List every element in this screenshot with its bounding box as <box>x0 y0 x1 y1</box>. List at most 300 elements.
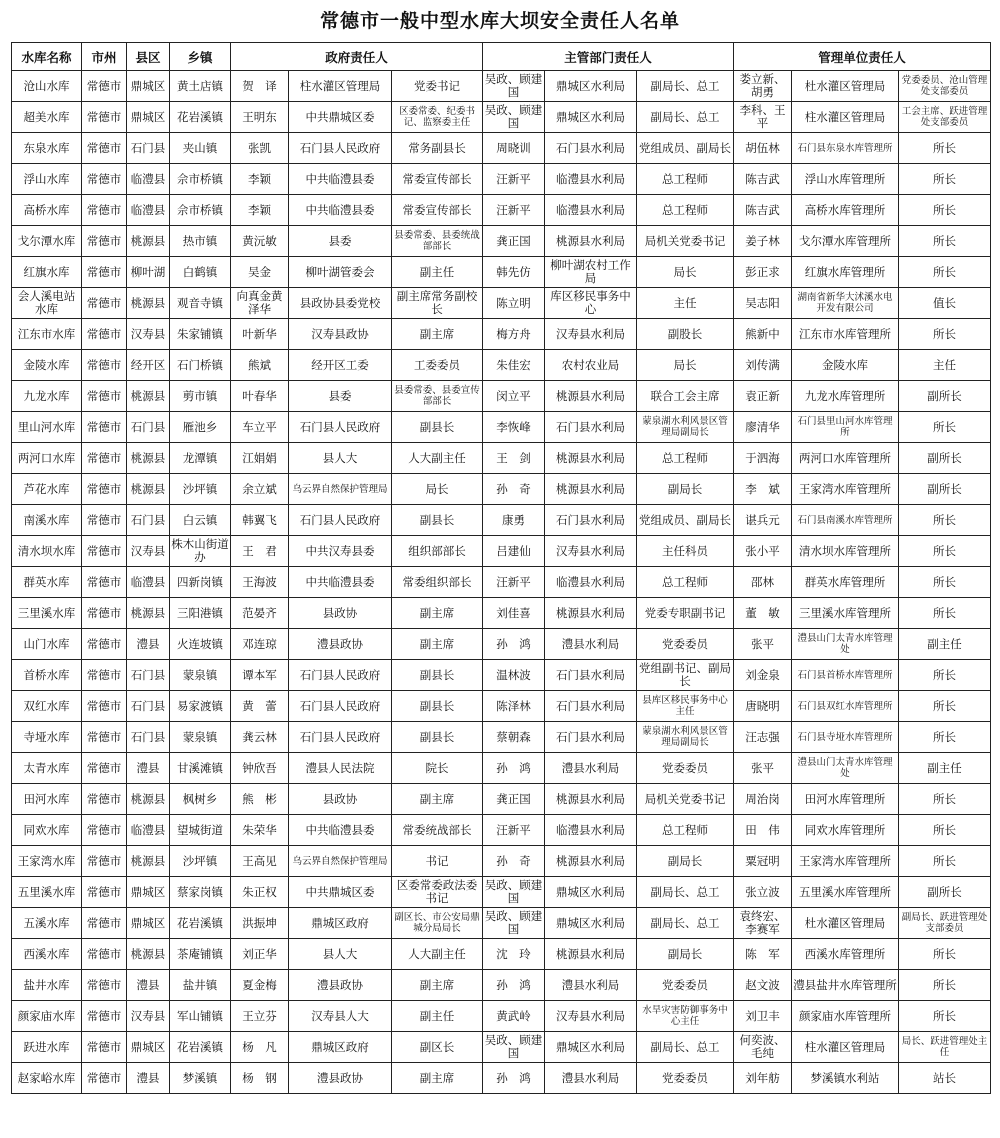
dept-person-cell: 闵立平 <box>483 381 545 412</box>
dept-unit-cell: 鼎城区水利局 <box>545 877 637 908</box>
county-cell: 桃源县 <box>127 598 170 629</box>
reservoir-name-cell: 跃进水库 <box>12 1032 82 1063</box>
mgmt-title-cell: 所长 <box>899 846 991 877</box>
gov-unit-cell: 中共临澧县委 <box>289 164 392 195</box>
header-town: 乡镇 <box>170 43 231 71</box>
dept-person-cell: 孙 鸿 <box>483 1063 545 1094</box>
dept-unit-cell: 汉寿县水利局 <box>545 319 637 350</box>
mgmt-title-cell: 所长 <box>899 319 991 350</box>
table-row <box>12 753 991 784</box>
town-cell: 火连坡镇 <box>170 629 231 660</box>
mgmt-person-cell: 张平 <box>734 753 792 784</box>
dept-person-cell: 汪新平 <box>483 164 545 195</box>
reservoir-name-cell: 芦花水库 <box>12 474 82 505</box>
mgmt-person-cell: 陈吉武 <box>734 195 792 226</box>
table-row <box>12 629 991 660</box>
mgmt-unit-cell: 柱水灌区管理局 <box>792 102 899 133</box>
town-cell: 佘市桥镇 <box>170 195 231 226</box>
gov-unit-cell: 中共汉寿县委 <box>289 536 392 567</box>
gov-person-cell: 龚云林 <box>231 722 289 753</box>
dept-person-cell: 陈泽林 <box>483 691 545 722</box>
mgmt-person-cell: 张立波 <box>734 877 792 908</box>
gov-unit-cell: 中共鼎城区委 <box>289 877 392 908</box>
mgmt-title-cell: 所长 <box>899 784 991 815</box>
gov-person-cell: 王高见 <box>231 846 289 877</box>
county-cell: 桃源县 <box>127 474 170 505</box>
gov-person-cell: 朱正权 <box>231 877 289 908</box>
reservoir-table <box>11 42 991 1094</box>
gov-person-cell: 王明东 <box>231 102 289 133</box>
gov-unit-cell: 县人大 <box>289 939 392 970</box>
mgmt-unit-cell: 戈尔潭水库管理所 <box>792 226 899 257</box>
reservoir-name-cell: 江东市水库 <box>12 319 82 350</box>
mgmt-unit-cell: 澧县盐井水库管理所 <box>792 970 899 1001</box>
gov-title-cell: 副主席 <box>392 970 483 1001</box>
gov-person-cell: 杨 钢 <box>231 1063 289 1094</box>
reservoir-name-cell: 群英水库 <box>12 567 82 598</box>
dept-title-cell: 副局长 <box>637 846 734 877</box>
mgmt-title-cell: 党委委员、沧山管理处支部委员 <box>899 71 991 102</box>
gov-title-cell: 副县长 <box>392 722 483 753</box>
town-cell: 龙潭镇 <box>170 443 231 474</box>
county-cell: 鼎城区 <box>127 908 170 939</box>
gov-person-cell: 王立芬 <box>231 1001 289 1032</box>
mgmt-title-cell: 副主任 <box>899 629 991 660</box>
mgmt-person-cell: 袁正新 <box>734 381 792 412</box>
mgmt-unit-cell: 浮山水库管理所 <box>792 164 899 195</box>
dept-unit-cell: 澧县水利局 <box>545 753 637 784</box>
mgmt-title-cell: 所长 <box>899 195 991 226</box>
table-row <box>12 133 991 164</box>
county-cell: 澧县 <box>127 629 170 660</box>
table-row <box>12 381 991 412</box>
gov-person-cell: 余立斌 <box>231 474 289 505</box>
county-cell: 汉寿县 <box>127 1001 170 1032</box>
reservoir-name-cell: 两河口水库 <box>12 443 82 474</box>
mgmt-title-cell: 副局长、跃进管理处支部委员 <box>899 908 991 939</box>
gov-title-cell: 副主席常务副校长 <box>392 288 483 319</box>
mgmt-person-cell: 田 伟 <box>734 815 792 846</box>
county-cell: 桃源县 <box>127 939 170 970</box>
mgmt-title-cell: 主任 <box>899 350 991 381</box>
county-cell: 桃源县 <box>127 443 170 474</box>
table-row <box>12 474 991 505</box>
town-cell: 梦溪镇 <box>170 1063 231 1094</box>
dept-person-cell: 李恢峰 <box>483 412 545 443</box>
gov-title-cell: 常委统战部长 <box>392 815 483 846</box>
city-cell: 常德市 <box>82 691 127 722</box>
city-cell: 常德市 <box>82 288 127 319</box>
dept-unit-cell: 农村农业局 <box>545 350 637 381</box>
city-cell: 常德市 <box>82 226 127 257</box>
header-department: 主管部门责任人 <box>483 43 734 71</box>
town-cell: 花岩溪镇 <box>170 908 231 939</box>
dept-unit-cell: 石门县水利局 <box>545 133 637 164</box>
gov-unit-cell: 柳叶湖管委会 <box>289 257 392 288</box>
gov-person-cell: 王 君 <box>231 536 289 567</box>
dept-title-cell: 总工程师 <box>637 815 734 846</box>
dept-title-cell: 县库区移民事务中心主任 <box>637 691 734 722</box>
mgmt-title-cell: 所长 <box>899 567 991 598</box>
reservoir-name-cell: 红旗水库 <box>12 257 82 288</box>
gov-title-cell: 县委常委、县委宣传部部长 <box>392 381 483 412</box>
reservoir-name-cell: 会人溪电站水库 <box>12 288 82 319</box>
gov-title-cell: 副主任 <box>392 1001 483 1032</box>
gov-unit-cell: 石门县人民政府 <box>289 660 392 691</box>
dept-unit-cell: 鼎城区水利局 <box>545 102 637 133</box>
header-management: 管理单位责任人 <box>734 43 991 71</box>
mgmt-person-cell: 汪志强 <box>734 722 792 753</box>
county-cell: 经开区 <box>127 350 170 381</box>
reservoir-name-cell: 山门水库 <box>12 629 82 660</box>
dept-title-cell: 党组副书记、副局长 <box>637 660 734 691</box>
mgmt-unit-cell: 杜水灌区管理局 <box>792 71 899 102</box>
table-row <box>12 536 991 567</box>
mgmt-person-cell: 娄立新、胡勇 <box>734 71 792 102</box>
dept-person-cell: 孙 奇 <box>483 846 545 877</box>
mgmt-person-cell: 粟冠明 <box>734 846 792 877</box>
town-cell: 热市镇 <box>170 226 231 257</box>
gov-title-cell: 常委组织部长 <box>392 567 483 598</box>
city-cell: 常德市 <box>82 257 127 288</box>
gov-person-cell: 王海波 <box>231 567 289 598</box>
dept-person-cell: 吴政、顾建国 <box>483 71 545 102</box>
mgmt-title-cell: 所长 <box>899 257 991 288</box>
gov-unit-cell: 乌云界自然保护管理局 <box>289 846 392 877</box>
gov-unit-cell: 县政协县委党校 <box>289 288 392 319</box>
reservoir-name-cell: 双红水库 <box>12 691 82 722</box>
mgmt-unit-cell: 西溪水库管理所 <box>792 939 899 970</box>
county-cell: 石门县 <box>127 133 170 164</box>
dept-person-cell: 周晓训 <box>483 133 545 164</box>
dept-person-cell: 孙 奇 <box>483 474 545 505</box>
town-cell: 甘溪滩镇 <box>170 753 231 784</box>
county-cell: 鼎城区 <box>127 102 170 133</box>
town-cell: 四新岗镇 <box>170 567 231 598</box>
gov-title-cell: 工委委员 <box>392 350 483 381</box>
gov-title-cell: 副主席 <box>392 598 483 629</box>
town-cell: 枫树乡 <box>170 784 231 815</box>
dept-person-cell: 孙 鸿 <box>483 970 545 1001</box>
gov-unit-cell: 经开区工委 <box>289 350 392 381</box>
dept-unit-cell: 石门县水利局 <box>545 722 637 753</box>
city-cell: 常德市 <box>82 381 127 412</box>
dept-title-cell: 水旱灾害防御事务中心主任 <box>637 1001 734 1032</box>
dept-title-cell: 蒙泉湖水利风景区管理局副局长 <box>637 412 734 443</box>
mgmt-unit-cell: 杜水灌区管理局 <box>792 908 899 939</box>
county-cell: 石门县 <box>127 412 170 443</box>
mgmt-title-cell: 所长 <box>899 505 991 536</box>
reservoir-name-cell: 九龙水库 <box>12 381 82 412</box>
city-cell: 常德市 <box>82 908 127 939</box>
gov-person-cell: 熊 彬 <box>231 784 289 815</box>
mgmt-title-cell: 副所长 <box>899 381 991 412</box>
city-cell: 常德市 <box>82 474 127 505</box>
dept-title-cell: 副股长 <box>637 319 734 350</box>
reservoir-name-cell: 清水坝水库 <box>12 536 82 567</box>
table-row <box>12 319 991 350</box>
table-row <box>12 226 991 257</box>
city-cell: 常德市 <box>82 753 127 784</box>
mgmt-person-cell: 胡伍林 <box>734 133 792 164</box>
town-cell: 夹山镇 <box>170 133 231 164</box>
city-cell: 常德市 <box>82 164 127 195</box>
mgmt-person-cell: 刘卫丰 <box>734 1001 792 1032</box>
gov-title-cell: 人大副主任 <box>392 939 483 970</box>
dept-person-cell: 陈立明 <box>483 288 545 319</box>
gov-unit-cell: 县政协 <box>289 598 392 629</box>
header-county: 县区 <box>127 43 170 71</box>
dept-unit-cell: 桃源县水利局 <box>545 381 637 412</box>
mgmt-person-cell: 张小平 <box>734 536 792 567</box>
reservoir-name-cell: 盐井水库 <box>12 970 82 1001</box>
dept-unit-cell: 临澧县水利局 <box>545 164 637 195</box>
mgmt-unit-cell: 石门县寺垭水库管理所 <box>792 722 899 753</box>
dept-title-cell: 局长 <box>637 350 734 381</box>
reservoir-name-cell: 寺垭水库 <box>12 722 82 753</box>
reservoir-name-cell: 超美水库 <box>12 102 82 133</box>
gov-person-cell: 车立平 <box>231 412 289 443</box>
town-cell: 蔡家岗镇 <box>170 877 231 908</box>
mgmt-title-cell: 所长 <box>899 691 991 722</box>
reservoir-name-cell: 东泉水库 <box>12 133 82 164</box>
mgmt-person-cell: 董 敏 <box>734 598 792 629</box>
gov-unit-cell: 石门县人民政府 <box>289 505 392 536</box>
table-row <box>12 567 991 598</box>
mgmt-unit-cell: 九龙水库管理所 <box>792 381 899 412</box>
mgmt-title-cell: 所长 <box>899 970 991 1001</box>
dept-title-cell: 局机关党委书记 <box>637 226 734 257</box>
gov-title-cell: 副县长 <box>392 412 483 443</box>
gov-title-cell: 副县长 <box>392 691 483 722</box>
mgmt-unit-cell: 清水坝水库管理所 <box>792 536 899 567</box>
town-cell: 白云镇 <box>170 505 231 536</box>
mgmt-title-cell: 所长 <box>899 598 991 629</box>
dept-title-cell: 主任科员 <box>637 536 734 567</box>
dept-title-cell: 副局长 <box>637 474 734 505</box>
mgmt-unit-cell: 两河口水库管理所 <box>792 443 899 474</box>
page-title: 常德市一般中型水库大坝安全责任人名单 <box>319 10 680 32</box>
town-cell: 军山铺镇 <box>170 1001 231 1032</box>
gov-person-cell: 韩翼飞 <box>231 505 289 536</box>
town-cell: 黄土店镇 <box>170 71 231 102</box>
mgmt-unit-cell: 高桥水库管理所 <box>792 195 899 226</box>
gov-unit-cell: 乌云界自然保护管理局 <box>289 474 392 505</box>
mgmt-unit-cell: 澧县山门太青水库管理处 <box>792 753 899 784</box>
gov-title-cell: 副主席 <box>392 319 483 350</box>
table-row <box>12 877 991 908</box>
reservoir-name-cell: 赵家峪水库 <box>12 1063 82 1094</box>
mgmt-unit-cell: 江东市水库管理所 <box>792 319 899 350</box>
city-cell: 常德市 <box>82 1001 127 1032</box>
city-cell: 常德市 <box>82 102 127 133</box>
mgmt-person-cell: 吴志阳 <box>734 288 792 319</box>
gov-person-cell: 吴金 <box>231 257 289 288</box>
dept-unit-cell: 鼎城区水利局 <box>545 71 637 102</box>
gov-unit-cell: 中共临澧县委 <box>289 815 392 846</box>
table-row <box>12 970 991 1001</box>
dept-unit-cell: 桃源县水利局 <box>545 939 637 970</box>
dept-person-cell: 汪新平 <box>483 567 545 598</box>
city-cell: 常德市 <box>82 536 127 567</box>
table-row <box>12 1032 991 1063</box>
gov-person-cell: 贺 译 <box>231 71 289 102</box>
dept-title-cell: 总工程师 <box>637 567 734 598</box>
gov-person-cell: 朱荣华 <box>231 815 289 846</box>
reservoir-name-cell: 五里溪水库 <box>12 877 82 908</box>
table-row <box>12 1001 991 1032</box>
mgmt-person-cell: 李科、王平 <box>734 102 792 133</box>
town-cell: 蒙泉镇 <box>170 660 231 691</box>
gov-unit-cell: 石门县人民政府 <box>289 412 392 443</box>
mgmt-unit-cell: 石门县南溪水库管理所 <box>792 505 899 536</box>
reservoir-name-cell: 三里溪水库 <box>12 598 82 629</box>
reservoir-name-cell: 金陵水库 <box>12 350 82 381</box>
gov-title-cell: 副主任 <box>392 257 483 288</box>
dept-person-cell: 康勇 <box>483 505 545 536</box>
gov-person-cell: 洪振坤 <box>231 908 289 939</box>
mgmt-unit-cell: 群英水库管理所 <box>792 567 899 598</box>
reservoir-name-cell: 田河水库 <box>12 784 82 815</box>
gov-unit-cell: 鼎城区政府 <box>289 908 392 939</box>
dept-title-cell: 副局长、总工 <box>637 71 734 102</box>
table-row <box>12 1063 991 1094</box>
mgmt-person-cell: 邵林 <box>734 567 792 598</box>
town-cell: 望城街道 <box>170 815 231 846</box>
mgmt-unit-cell: 梦溪镇水利站 <box>792 1063 899 1094</box>
gov-person-cell: 张凯 <box>231 133 289 164</box>
dept-unit-cell: 汉寿县水利局 <box>545 1001 637 1032</box>
mgmt-person-cell: 陈 军 <box>734 939 792 970</box>
county-cell: 桃源县 <box>127 784 170 815</box>
gov-person-cell: 刘正华 <box>231 939 289 970</box>
table-row <box>12 691 991 722</box>
reservoir-name-cell: 首桥水库 <box>12 660 82 691</box>
county-cell: 汉寿县 <box>127 319 170 350</box>
city-cell: 常德市 <box>82 319 127 350</box>
dept-title-cell: 副局长、总工 <box>637 908 734 939</box>
city-cell: 常德市 <box>82 1063 127 1094</box>
gov-unit-cell: 汉寿县政协 <box>289 319 392 350</box>
dept-person-cell: 韩先仿 <box>483 257 545 288</box>
table-row <box>12 164 991 195</box>
reservoir-name-cell: 高桥水库 <box>12 195 82 226</box>
dept-person-cell: 王 剑 <box>483 443 545 474</box>
mgmt-unit-cell: 湖南省新华大沭溪水电开发有限公司 <box>792 288 899 319</box>
mgmt-person-cell: 刘金泉 <box>734 660 792 691</box>
city-cell: 常德市 <box>82 71 127 102</box>
gov-title-cell: 区委常委、纪委书记、监察委主任 <box>392 102 483 133</box>
mgmt-unit-cell: 澧县山门太青水库管理处 <box>792 629 899 660</box>
dept-unit-cell: 石门县水利局 <box>545 505 637 536</box>
dept-unit-cell: 桃源县水利局 <box>545 443 637 474</box>
town-cell: 观音寺镇 <box>170 288 231 319</box>
reservoir-name-cell: 五溪水库 <box>12 908 82 939</box>
town-cell: 沙坪镇 <box>170 846 231 877</box>
dept-unit-cell: 澧县水利局 <box>545 1063 637 1094</box>
dept-unit-cell: 临澧县水利局 <box>545 195 637 226</box>
gov-unit-cell: 县政协 <box>289 784 392 815</box>
county-cell: 石门县 <box>127 691 170 722</box>
dept-person-cell: 龚正国 <box>483 226 545 257</box>
county-cell: 汉寿县 <box>127 536 170 567</box>
city-cell: 常德市 <box>82 939 127 970</box>
mgmt-title-cell: 副主任 <box>899 753 991 784</box>
gov-unit-cell: 石门县人民政府 <box>289 691 392 722</box>
gov-title-cell: 副主席 <box>392 1063 483 1094</box>
dept-person-cell: 汪新平 <box>483 815 545 846</box>
gov-unit-cell: 县委 <box>289 381 392 412</box>
gov-title-cell: 副主席 <box>392 784 483 815</box>
gov-person-cell: 邓连琼 <box>231 629 289 660</box>
gov-title-cell: 副区长 <box>392 1032 483 1063</box>
county-cell: 鼎城区 <box>127 71 170 102</box>
mgmt-unit-cell: 石门县里山河水库管理所 <box>792 412 899 443</box>
county-cell: 桃源县 <box>127 381 170 412</box>
dept-unit-cell: 桃源县水利局 <box>545 784 637 815</box>
city-cell: 常德市 <box>82 567 127 598</box>
dept-unit-cell: 石门县水利局 <box>545 660 637 691</box>
table-row <box>12 598 991 629</box>
mgmt-person-cell: 张平 <box>734 629 792 660</box>
dept-title-cell: 党委专职副书记 <box>637 598 734 629</box>
mgmt-unit-cell: 王家湾水库管理所 <box>792 474 899 505</box>
gov-person-cell: 叶新华 <box>231 319 289 350</box>
gov-person-cell: 钟欣吾 <box>231 753 289 784</box>
mgmt-person-cell: 何奕波、毛纯 <box>734 1032 792 1063</box>
gov-title-cell: 党委书记 <box>392 71 483 102</box>
dept-title-cell: 总工程师 <box>637 443 734 474</box>
gov-unit-cell: 石门县人民政府 <box>289 722 392 753</box>
dept-title-cell: 主任 <box>637 288 734 319</box>
mgmt-person-cell: 谌兵元 <box>734 505 792 536</box>
mgmt-title-cell: 所长 <box>899 536 991 567</box>
mgmt-person-cell: 陈吉武 <box>734 164 792 195</box>
reservoir-name-cell: 戈尔潭水库 <box>12 226 82 257</box>
gov-unit-cell: 汉寿县人大 <box>289 1001 392 1032</box>
town-cell: 蒙泉镇 <box>170 722 231 753</box>
table-row <box>12 71 991 102</box>
mgmt-person-cell: 李 斌 <box>734 474 792 505</box>
gov-person-cell: 李颖 <box>231 195 289 226</box>
gov-unit-cell: 鼎城区政府 <box>289 1032 392 1063</box>
county-cell: 临澧县 <box>127 567 170 598</box>
dept-person-cell: 蔡朝森 <box>483 722 545 753</box>
county-cell: 桃源县 <box>127 846 170 877</box>
gov-person-cell: 向真金黄泽华 <box>231 288 289 319</box>
city-cell: 常德市 <box>82 505 127 536</box>
dept-person-cell: 孙 鸿 <box>483 629 545 660</box>
dept-unit-cell: 汉寿县水利局 <box>545 536 637 567</box>
dept-unit-cell: 库区移民事务中心 <box>545 288 637 319</box>
gov-person-cell: 黄沅敏 <box>231 226 289 257</box>
gov-title-cell: 常委宣传部长 <box>392 164 483 195</box>
dept-unit-cell: 澧县水利局 <box>545 629 637 660</box>
table-row <box>12 908 991 939</box>
table-row <box>12 846 991 877</box>
dept-unit-cell: 柳叶湖农村工作局 <box>545 257 637 288</box>
table-row <box>12 412 991 443</box>
city-cell: 常德市 <box>82 970 127 1001</box>
reservoir-name-cell: 里山河水库 <box>12 412 82 443</box>
dept-unit-cell: 桃源县水利局 <box>545 598 637 629</box>
gov-title-cell: 书记 <box>392 846 483 877</box>
city-cell: 常德市 <box>82 412 127 443</box>
gov-title-cell: 院长 <box>392 753 483 784</box>
reservoir-name-cell: 沧山水库 <box>12 71 82 102</box>
dept-unit-cell: 临澧县水利局 <box>545 567 637 598</box>
dept-title-cell: 党委委员 <box>637 970 734 1001</box>
